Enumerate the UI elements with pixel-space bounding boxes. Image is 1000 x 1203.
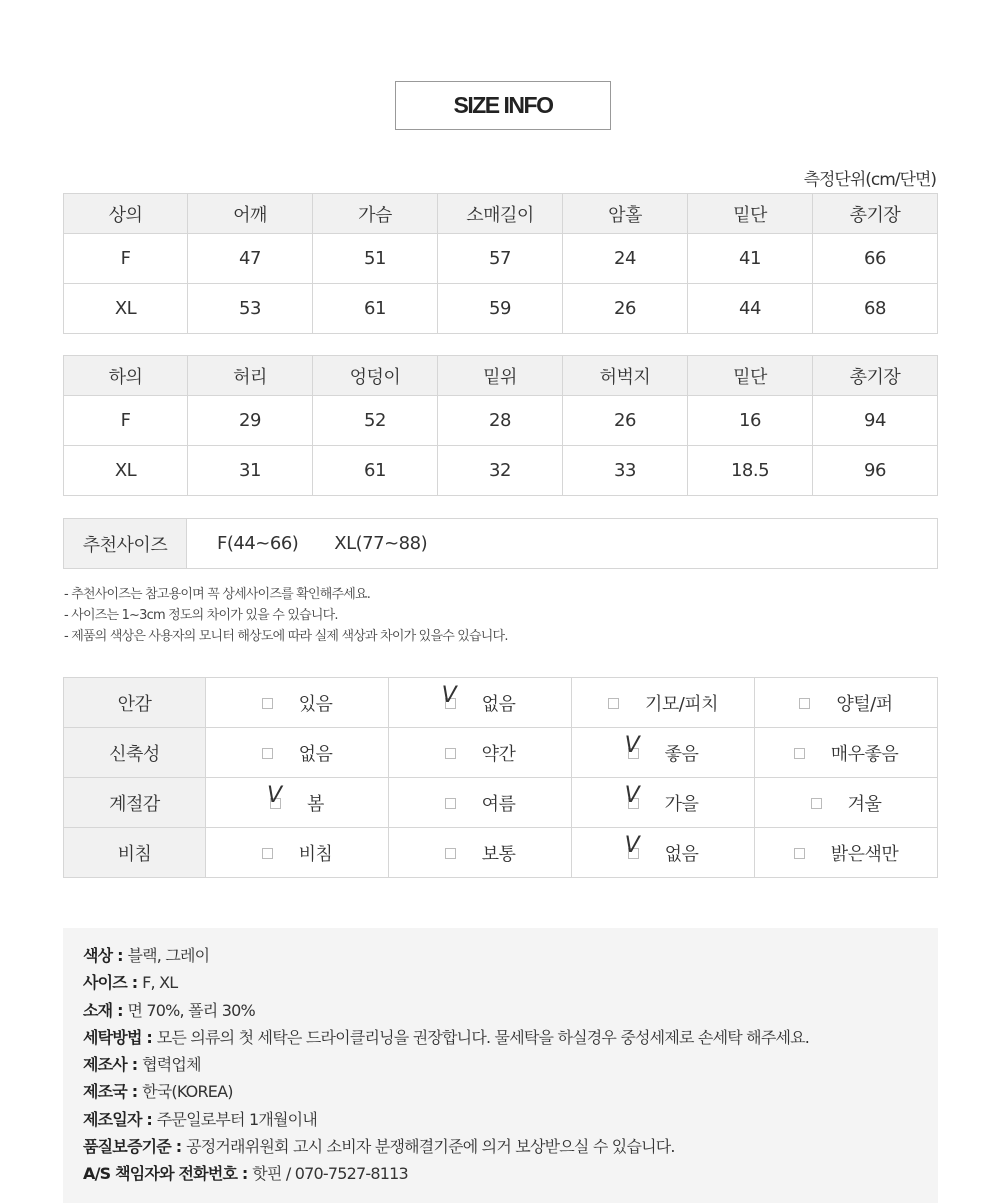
header-cell: 암홀 bbox=[563, 194, 688, 234]
option-cell bbox=[389, 678, 572, 728]
header-cell: 총기장 bbox=[813, 194, 938, 234]
size-label: XL bbox=[64, 284, 188, 334]
header-cell: 상의 bbox=[64, 194, 188, 234]
option-label: 가을 bbox=[664, 793, 699, 815]
header-cell: 밑단 bbox=[688, 356, 813, 396]
table-cell: 66 bbox=[813, 234, 938, 284]
table-cell: 32 bbox=[438, 446, 563, 496]
table-cell: 16 bbox=[688, 396, 813, 446]
check-mark-icon: V bbox=[624, 733, 640, 758]
table-cell: 26 bbox=[563, 396, 688, 446]
info-key: A/S 책임자와 전화번호 : bbox=[83, 1164, 253, 1184]
option-cell bbox=[755, 728, 938, 778]
info-row bbox=[83, 1051, 938, 1078]
header-cell: 밑위 bbox=[438, 356, 563, 396]
option-label: 매우좋음 bbox=[830, 743, 899, 765]
info-value: 협력업체 bbox=[142, 1055, 201, 1075]
note-line: - 추천사이즈는 참고용이며 꼭 상세사이즈를 확인해주세요. bbox=[64, 587, 371, 602]
option-cell bbox=[206, 828, 389, 878]
size-notes bbox=[64, 584, 508, 647]
checkbox-icon[interactable] bbox=[799, 698, 810, 709]
info-row bbox=[83, 969, 938, 996]
checked-checkbox-icon[interactable] bbox=[624, 833, 640, 859]
option-row bbox=[64, 828, 938, 878]
table-cell: 44 bbox=[688, 284, 813, 334]
option-row-label: 계절감 bbox=[64, 778, 206, 828]
info-value: 공정거래위원회 고시 소비자 분쟁해결기준에 의거 보상받으실 수 있습니다. bbox=[186, 1137, 675, 1157]
info-row bbox=[83, 942, 938, 969]
size-label: F bbox=[64, 396, 188, 446]
option-row bbox=[64, 678, 938, 728]
checkbox-icon[interactable] bbox=[608, 698, 619, 709]
recommended-size-label: 추천사이즈 bbox=[64, 519, 187, 568]
option-label: 비침 bbox=[298, 843, 333, 865]
option-label: 없음 bbox=[481, 693, 516, 715]
info-key: 제조사 : bbox=[83, 1055, 143, 1075]
info-row bbox=[83, 1160, 938, 1187]
note-line: - 제품의 색상은 사용자의 모니터 해상도에 따라 실제 색상과 차이가 있을수 있습니다. bbox=[64, 629, 508, 644]
option-cell bbox=[206, 728, 389, 778]
table-cell: 51 bbox=[313, 234, 438, 284]
table-cell: 41 bbox=[688, 234, 813, 284]
table-cell: 26 bbox=[563, 284, 688, 334]
option-label: 없음 bbox=[664, 843, 699, 865]
checkbox-icon[interactable] bbox=[811, 798, 822, 809]
info-value: 핫핀 / 070-7527-8113 bbox=[252, 1164, 408, 1184]
checked-checkbox-icon[interactable] bbox=[267, 783, 282, 809]
option-label: 보통 bbox=[481, 843, 516, 865]
option-cell bbox=[206, 778, 389, 828]
check-mark-icon: V bbox=[624, 833, 640, 858]
checkbox-icon[interactable] bbox=[794, 748, 805, 759]
top-size-table bbox=[63, 193, 938, 334]
option-cell bbox=[206, 678, 389, 728]
info-key: 제조일자 : bbox=[83, 1109, 157, 1129]
table-cell: 28 bbox=[438, 396, 563, 446]
check-mark-icon: V bbox=[441, 683, 457, 708]
check-mark-icon: V bbox=[267, 783, 282, 808]
option-cell bbox=[389, 778, 572, 828]
checkbox-icon[interactable] bbox=[262, 748, 273, 759]
unit-note: 측정단위(cm/단면) bbox=[803, 170, 936, 190]
size-label: F bbox=[64, 234, 188, 284]
info-row bbox=[83, 1106, 938, 1133]
info-value: 한국(KOREA) bbox=[142, 1082, 233, 1102]
table-row bbox=[64, 446, 938, 496]
table-cell: 47 bbox=[188, 234, 313, 284]
option-label: 없음 bbox=[298, 743, 333, 765]
info-value: F, XL bbox=[142, 973, 178, 993]
note-line: - 사이즈는 1~3cm 정도의 차이가 있을 수 있습니다. bbox=[64, 608, 338, 623]
info-value: 모든 의류의 첫 세탁은 드라이클리닝을 권장합니다. 물세탁을 하실경우 중성세제로 손세탁 해주세요. bbox=[156, 1027, 810, 1047]
option-label: 좋음 bbox=[664, 743, 699, 765]
recommended-size-box bbox=[63, 518, 938, 569]
header-cell: 허벅지 bbox=[563, 356, 688, 396]
table-row bbox=[64, 234, 938, 284]
info-row bbox=[83, 1133, 938, 1160]
option-cell bbox=[755, 778, 938, 828]
option-row-label: 비침 bbox=[64, 828, 206, 878]
header-cell: 가슴 bbox=[313, 194, 438, 234]
fabric-options-table bbox=[63, 677, 938, 878]
option-cell bbox=[572, 678, 755, 728]
info-row bbox=[83, 1078, 938, 1105]
header-cell: 하의 bbox=[64, 356, 188, 396]
option-label: 약간 bbox=[481, 743, 516, 765]
option-cell bbox=[755, 828, 938, 878]
option-cell bbox=[572, 828, 755, 878]
checkbox-icon[interactable] bbox=[262, 848, 273, 859]
option-label: 봄 bbox=[307, 793, 324, 815]
info-value: 면 70%, 폴리 30% bbox=[127, 1000, 255, 1020]
table-cell: 33 bbox=[563, 446, 688, 496]
info-value: 블랙, 그레이 bbox=[127, 946, 210, 965]
header-cell: 소매길이 bbox=[438, 194, 563, 234]
table-cell: 29 bbox=[188, 396, 313, 446]
header-cell: 총기장 bbox=[813, 356, 938, 396]
option-row bbox=[64, 728, 938, 778]
table-cell: 52 bbox=[313, 396, 438, 446]
option-label: 여름 bbox=[481, 793, 516, 815]
info-value: 주문일로부터 1개월이내 bbox=[156, 1109, 317, 1129]
size-info-title: SIZE INFO bbox=[395, 81, 611, 130]
table-row bbox=[64, 284, 938, 334]
option-row bbox=[64, 778, 938, 828]
table-cell: 59 bbox=[438, 284, 563, 334]
checkbox-icon[interactable] bbox=[262, 698, 273, 709]
option-cell bbox=[572, 778, 755, 828]
table-cell: 18.5 bbox=[688, 446, 813, 496]
option-cell bbox=[389, 728, 572, 778]
header-cell: 밑단 bbox=[688, 194, 813, 234]
table-cell: 24 bbox=[563, 234, 688, 284]
bottom-size-table bbox=[63, 355, 938, 496]
option-label: 밝은색만 bbox=[830, 843, 899, 865]
table-cell: 94 bbox=[813, 396, 938, 446]
option-label: 기모/피치 bbox=[644, 693, 719, 715]
option-label: 있음 bbox=[298, 693, 333, 715]
info-key: 품질보증기준 : bbox=[83, 1137, 187, 1157]
table-cell: 57 bbox=[438, 234, 563, 284]
table-cell: 53 bbox=[188, 284, 313, 334]
top-table-header bbox=[64, 194, 938, 234]
header-cell: 허리 bbox=[188, 356, 313, 396]
table-cell: 61 bbox=[313, 284, 438, 334]
product-info-box bbox=[63, 928, 938, 1203]
checkbox-icon[interactable] bbox=[445, 848, 456, 859]
table-cell: 61 bbox=[313, 446, 438, 496]
header-cell: 어깨 bbox=[188, 194, 313, 234]
option-cell bbox=[389, 828, 572, 878]
checkbox-icon[interactable] bbox=[445, 748, 456, 759]
option-cell bbox=[572, 728, 755, 778]
option-label: 겨울 bbox=[847, 793, 882, 815]
recommended-size-value: XL(77~88) bbox=[334, 533, 428, 554]
table-cell: 96 bbox=[813, 446, 938, 496]
header-cell: 엉덩이 bbox=[313, 356, 438, 396]
table-cell: 31 bbox=[188, 446, 313, 496]
option-row-label: 신축성 bbox=[64, 728, 206, 778]
info-key: 사이즈 : bbox=[83, 973, 143, 993]
info-key: 제조국 : bbox=[83, 1082, 143, 1102]
checked-checkbox-icon[interactable] bbox=[624, 783, 640, 809]
option-row-label: 안감 bbox=[64, 678, 206, 728]
checkbox-icon[interactable] bbox=[445, 798, 456, 809]
option-cell bbox=[755, 678, 938, 728]
check-mark-icon: V bbox=[624, 783, 640, 808]
checkbox-icon[interactable] bbox=[794, 848, 805, 859]
option-label: 양털/퍼 bbox=[836, 693, 893, 715]
info-row bbox=[83, 1024, 938, 1051]
info-key: 소재 : bbox=[83, 1000, 128, 1020]
table-row bbox=[64, 396, 938, 446]
size-label: XL bbox=[64, 446, 188, 496]
info-key: 세탁방법 : bbox=[83, 1027, 157, 1047]
checked-checkbox-icon[interactable] bbox=[441, 683, 457, 709]
table-cell: 68 bbox=[813, 284, 938, 334]
info-key: 색상 : bbox=[83, 946, 128, 965]
bottom-table-header bbox=[64, 356, 938, 396]
info-row bbox=[83, 997, 938, 1024]
recommended-size-value: F(44~66) bbox=[217, 533, 299, 554]
checked-checkbox-icon[interactable] bbox=[624, 733, 640, 759]
